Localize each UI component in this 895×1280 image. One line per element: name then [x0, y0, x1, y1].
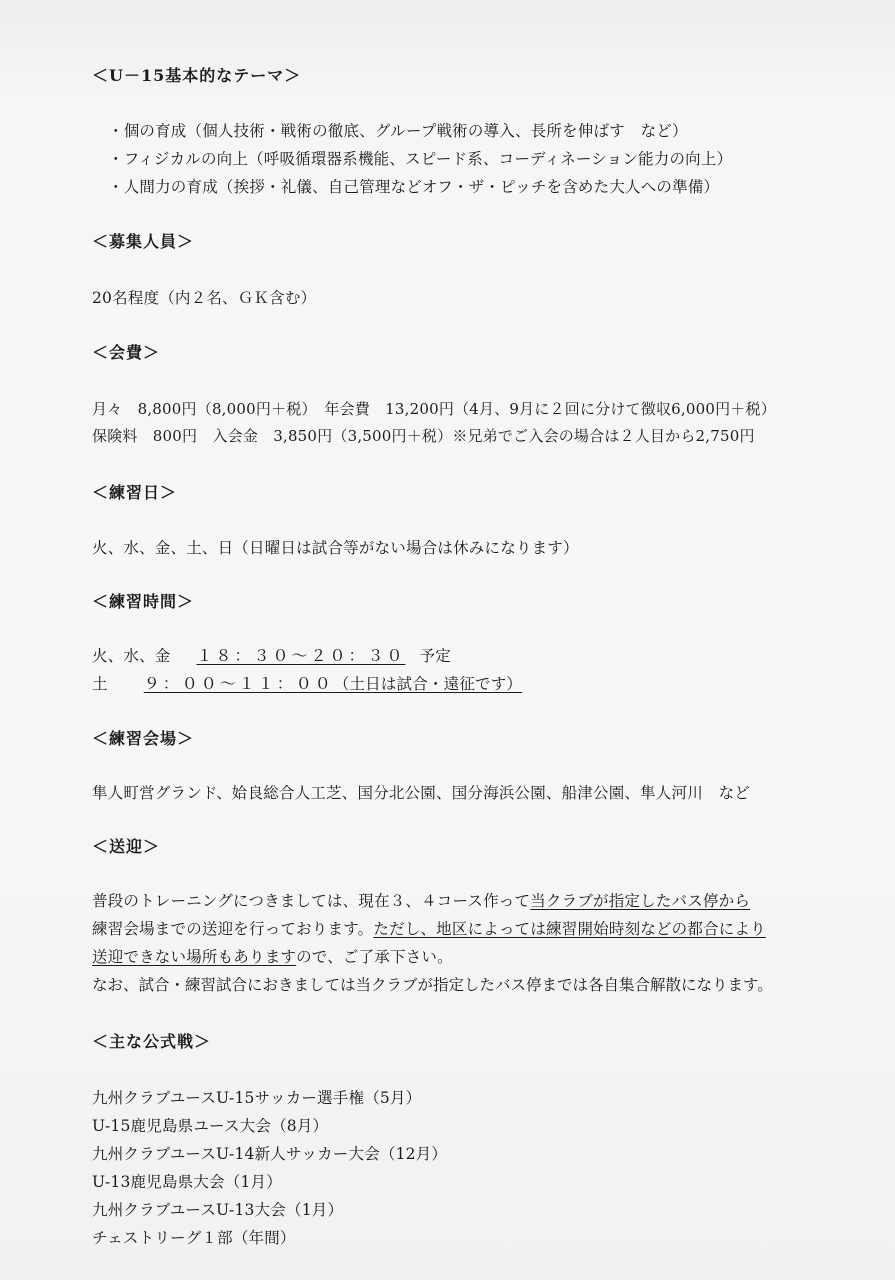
transport-line-1: [92, 891, 750, 911]
venue-heading: ＜練習会場＞: [92, 729, 195, 748]
match-item-5: 九州クラブユースU-13大会（1月）: [92, 1201, 344, 1219]
time-row-2-note: （土日は試合・遠征です）: [333, 675, 523, 693]
time-heading: ＜練習時間＞: [92, 592, 195, 611]
theme-heading: ＜U－15基本的なテーマ＞: [92, 66, 302, 85]
days-text: 火、水、金、土、日（日曜日は試合等がない場合は休みになります）: [92, 539, 579, 557]
transport-heading: ＜送迎＞: [92, 837, 161, 856]
fee-heading: ＜会費＞: [92, 343, 161, 362]
time-row-2-days: 土: [92, 675, 108, 693]
fee-line-2: 保険料 800円 入会金 3,850円（3,500円＋税）※兄弟でご入会の場合は２人目から2,750円: [92, 427, 755, 445]
transport-line-1b: 当クラブが指定したバス停から: [530, 892, 751, 910]
match-item-2: U-15鹿児島県ユース大会（8月）: [92, 1117, 329, 1135]
match-item-6: チェストリーグ１部（年間）: [92, 1229, 296, 1247]
time-row-1-days: 火、水、金: [92, 647, 171, 665]
time-row-1: [92, 646, 451, 666]
time-row-1-time: １８：３０～２０：３０: [196, 646, 406, 665]
transport-line-1a: 普段のトレーニングにつきましては、現在３、４コース作って: [92, 892, 531, 910]
transport-line-2: [92, 919, 766, 939]
transport-line-3b: ので、ご了承下さい。: [296, 948, 453, 966]
time-row-2: [92, 674, 522, 694]
theme-bullet-1: ・個の育成（個人技術・戦術の徹底、グループ戦術の導入、長所を伸ばす など）: [108, 122, 688, 140]
time-row-1-note: 予定: [419, 647, 451, 665]
transport-line-3a: 送迎できない場所もあります: [92, 948, 297, 966]
fee-line-1: 月々 8,800円（8,000円＋税） 年会費 13,200円（4月、9月に２回に分けて徴収6,000円＋税）: [92, 400, 776, 418]
recruit-heading: ＜募集人員＞: [92, 232, 195, 251]
days-heading: ＜練習日＞: [92, 483, 178, 502]
transport-line-3: [92, 947, 453, 967]
match-item-3: 九州クラブユースU-14新人サッカー大会（12月）: [92, 1145, 448, 1163]
transport-line-4: なお、試合・練習試合におきましては当クラブが指定したバス停までは各自集合解散になります。: [92, 976, 773, 994]
recruit-text: 20名程度（内２名、ＧＫ含む）: [92, 289, 317, 307]
theme-bullet-2: ・フィジカルの向上（呼吸循環器系機能、スピード系、コーディネーション能力の向上）: [108, 150, 733, 168]
match-item-4: U-13鹿児島県大会（1月）: [92, 1173, 282, 1191]
theme-bullet-3: ・人間力の育成（挨拶・礼儀、自己管理などオフ・ザ・ピッチを含めた大人への準備）: [108, 178, 720, 196]
venue-text: 隼人町営グランド、姶良総合人工芝、国分北公園、国分海浜公園、船津公園、隼人河川 など: [92, 784, 751, 802]
matches-heading: ＜主な公式戦＞: [92, 1032, 212, 1051]
transport-line-2a: 練習会場までの送迎を行っております。: [92, 920, 374, 938]
match-item-1: 九州クラブユースU-15サッカー選手権（5月）: [92, 1089, 422, 1107]
transport-line-2b: ただし、地区によっては練習開始時刻などの都合により: [373, 920, 766, 938]
time-row-2-time: ９：００～１１：００: [143, 674, 334, 693]
